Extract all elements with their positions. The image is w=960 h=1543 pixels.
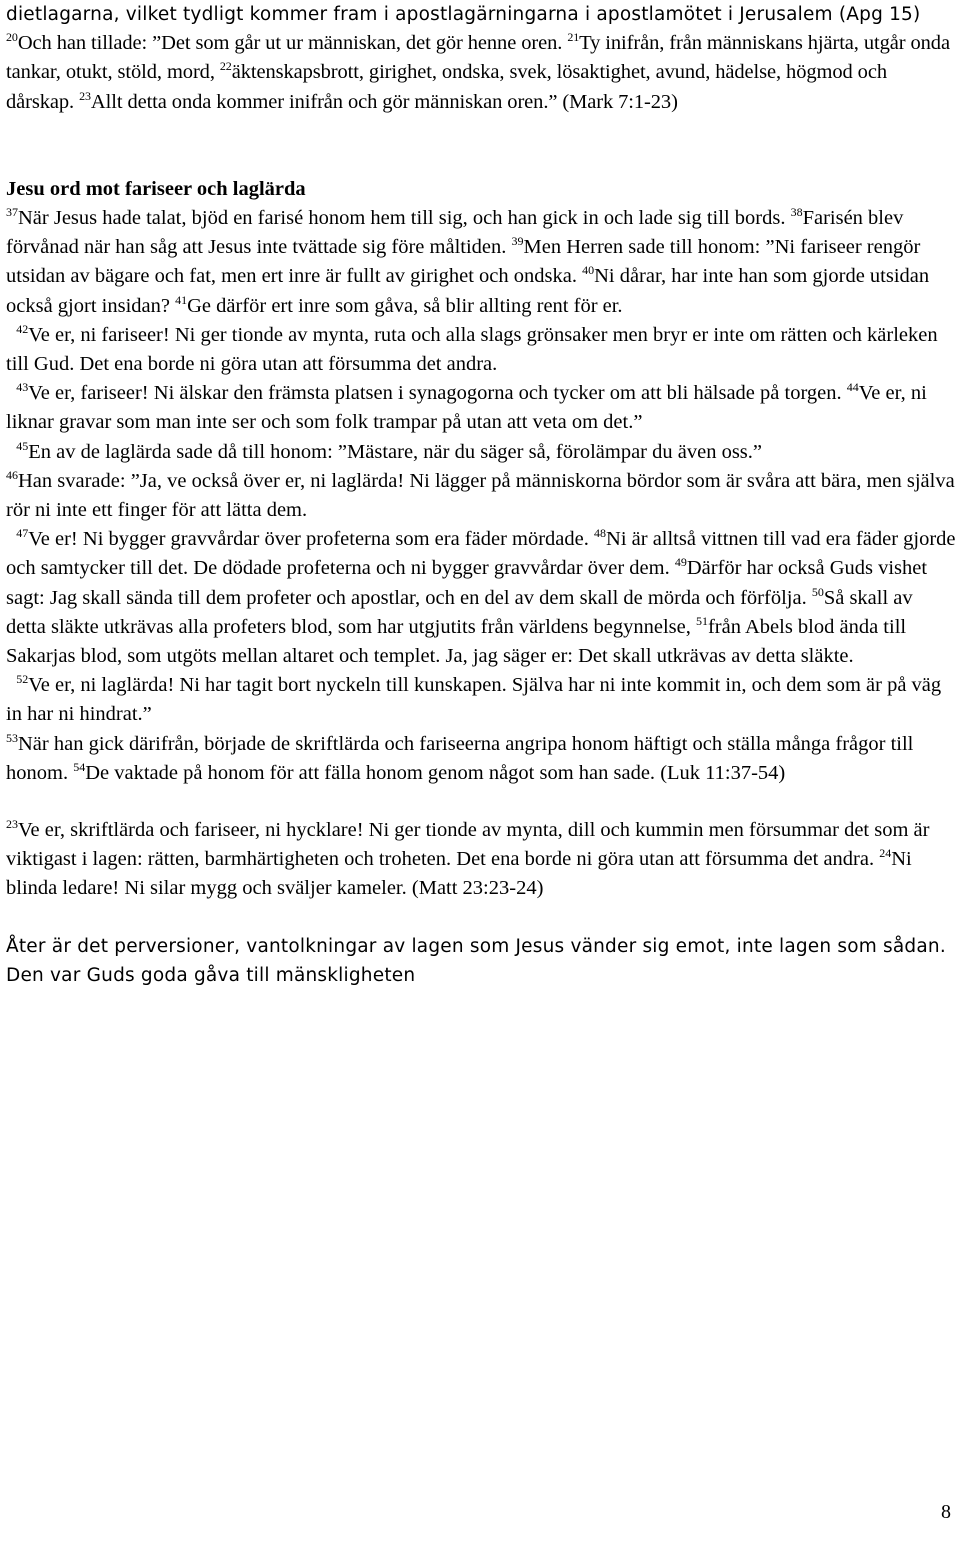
verse-number: 23 [79, 88, 91, 103]
verse-number: 45 [16, 438, 29, 453]
verse-number: 42 [16, 321, 29, 336]
verse-text: Han svarade: ”Ja, ve också över er, ni laglärda! Ni lägger på människorna bördor som är svåra att bära, men själva rör ni inte ett finger för att lätta dem. [6, 469, 955, 522]
verse-number: 20 [6, 30, 18, 45]
verse-number: 39 [511, 234, 524, 249]
verse-text: Men Herren sade till honom: ”Ni fariseer rengör utsidan av bägare och fat, men ert inre är fullt av girighet och ondska. [6, 236, 921, 288]
verse-paragraph [6, 467, 956, 525]
verse-paragraph [6, 204, 956, 321]
verse-number: 38 [790, 205, 803, 220]
verse-text: Ni blinda ledare! Ni silar mygg och sväljer kameler. [6, 848, 912, 900]
verse-number: 49 [674, 555, 687, 570]
verse-text: Farisén blev förvånad när han såg att Jesus inte tvättade sig före måltiden. [6, 207, 904, 259]
verse-number: 47 [16, 526, 29, 541]
verse-text: Ve er, fariseer! Ni älskar den främsta platsen i synagogorna och tycker om att bli hälsade på torgen. [28, 382, 842, 405]
verse-number: 21 [567, 30, 580, 45]
verse-number: 44 [846, 380, 859, 395]
verse-text: När Jesus hade talat, bjöd en farisé honom hem till sig, och han gick in och lade sig till bords. [18, 207, 786, 230]
verse-number: 41 [175, 292, 188, 307]
verse-text: Och han tillade: ”Det som går ut ur människan, det gör henne oren. [17, 32, 563, 55]
verse-text: Så skall av detta släkte utkrävas alla profeters blod, som har utgjutits från världens begynnelse, [6, 586, 913, 638]
verse-paragraph [6, 321, 956, 379]
verse-text: Ni är alltså vittnen till vad era fäder gjorde och samtycker till det. De dödade profeterna och ni bygger gravvårdar över dem. [6, 528, 956, 580]
verse-number: 54 [73, 759, 86, 774]
verse-paragraph [6, 379, 956, 437]
verse-number: 23 [6, 817, 18, 832]
verse-text: De vaktade på honom för att fälla honom genom något som han sade. [85, 761, 656, 784]
spacer [6, 788, 956, 816]
verse-number: 46 [6, 467, 18, 482]
verse-paragraph [6, 671, 956, 729]
verse-text: När han gick därifrån, började de skriftlärda och fariseerna angripa honom häftigt och ställa många frågor till honom. [6, 732, 914, 784]
verse-text: Ve er, ni liknar gravar som man inte ser och som folk trampar på utan att veta om det.” [6, 382, 927, 434]
verse-text: från Abels blod ända till Sakarjas blod, som utgöts mellan altaret och templet. Ja, jag säger er: Det skall utkrävas av detta släkte. [6, 615, 907, 668]
verse-text: Ve er, skriftlärda och fariseer, ni hycklare! Ni ger tionde av mynta, dill och kummin men försummar det som är viktigast i lagen: rätten, barmhärtigheten och troheten. Det ena borde ni göra utan att försumma det andra. [6, 819, 930, 871]
verse-text: Ge därför ert inre som gåva, så blir allting rent för er. [187, 294, 623, 317]
continued-paragraph [6, 0, 956, 29]
verse-text: äktenskapsbrott, girighet, ondska, svek, lösaktighet, avund, hädelse, högmod och dårskap. [6, 61, 887, 113]
verse-number: 22 [219, 59, 232, 74]
verse-text: En av de laglärda sade då till honom: ”Mästare, när du säger så, förolämpar du även oss.” [28, 440, 763, 463]
verse-paragraph [6, 525, 956, 671]
page-number: 8 [941, 1501, 951, 1523]
verse-number: 51 [695, 613, 708, 628]
verse-number: 43 [16, 380, 29, 395]
verse-number: 24 [879, 846, 892, 861]
document-body [6, 0, 956, 990]
text-fragment: dietlagarna, vilket tydligt kommer fram i apostlagärningarna i apostlamötet i Jerusalem (Apg 15) [6, 4, 921, 25]
verse-text: Ve er, ni fariseer! Ni ger tionde av mynta, ruta och alla slags grönsaker men bryr er inte om rätten och kärleken till Gud. Det ena borde ni göra utan att försumma det andra. [6, 323, 938, 376]
verse-number: 52 [16, 672, 29, 687]
section-heading: Jesu ord mot fariseer och laglärda [6, 177, 306, 200]
matthew-passage [6, 816, 956, 904]
scripture-reference: (Mark 7:1-23) [562, 90, 678, 113]
verse-paragraph [6, 730, 956, 788]
verse-text: Ty inifrån, från människans hjärta, utgår onda tankar, otukt, stöld, mord, [6, 32, 950, 84]
verse-text: Allt detta onda kommer inifrån och gör människan oren.” [90, 90, 558, 113]
spacer [6, 904, 956, 932]
commentary-paragraph: Åter är det perversioner, vantolkningar av lagen som Jesus vänder sig emot, inte lagen som sådan. Den var Guds goda gåva till mänskligheten [6, 935, 946, 986]
scripture-reference: (Matt 23:23-24) [411, 877, 544, 900]
verse-paragraph [6, 438, 956, 467]
scripture-reference: (Luk 11:37-54) [660, 761, 786, 784]
mark-passage [6, 29, 956, 117]
verse-text: Ve er, ni laglärda! Ni har tagit bort nyckeln till kunskapen. Själva har ni inte kommit in, och dem som är på väg in har ni hindrat.” [6, 674, 942, 726]
verse-text: Ni dårar, har inte han som gjorde utsidan också gjort insidan? [6, 265, 930, 317]
verse-number: 48 [594, 526, 607, 541]
verse-text: Därför har också Guds vishet sagt: Jag skall sända till dem profeter och apostlar, och en del av dem skall de mörda och förfölja. [6, 557, 928, 609]
verse-number: 53 [6, 730, 18, 745]
verse-number: 37 [6, 205, 18, 220]
spacer [6, 117, 956, 175]
verse-text: Ve er! Ni bygger gravvårdar över profeterna som era fäder mördade. [28, 528, 589, 551]
verse-number: 50 [811, 584, 824, 599]
verse-number: 40 [582, 263, 595, 278]
